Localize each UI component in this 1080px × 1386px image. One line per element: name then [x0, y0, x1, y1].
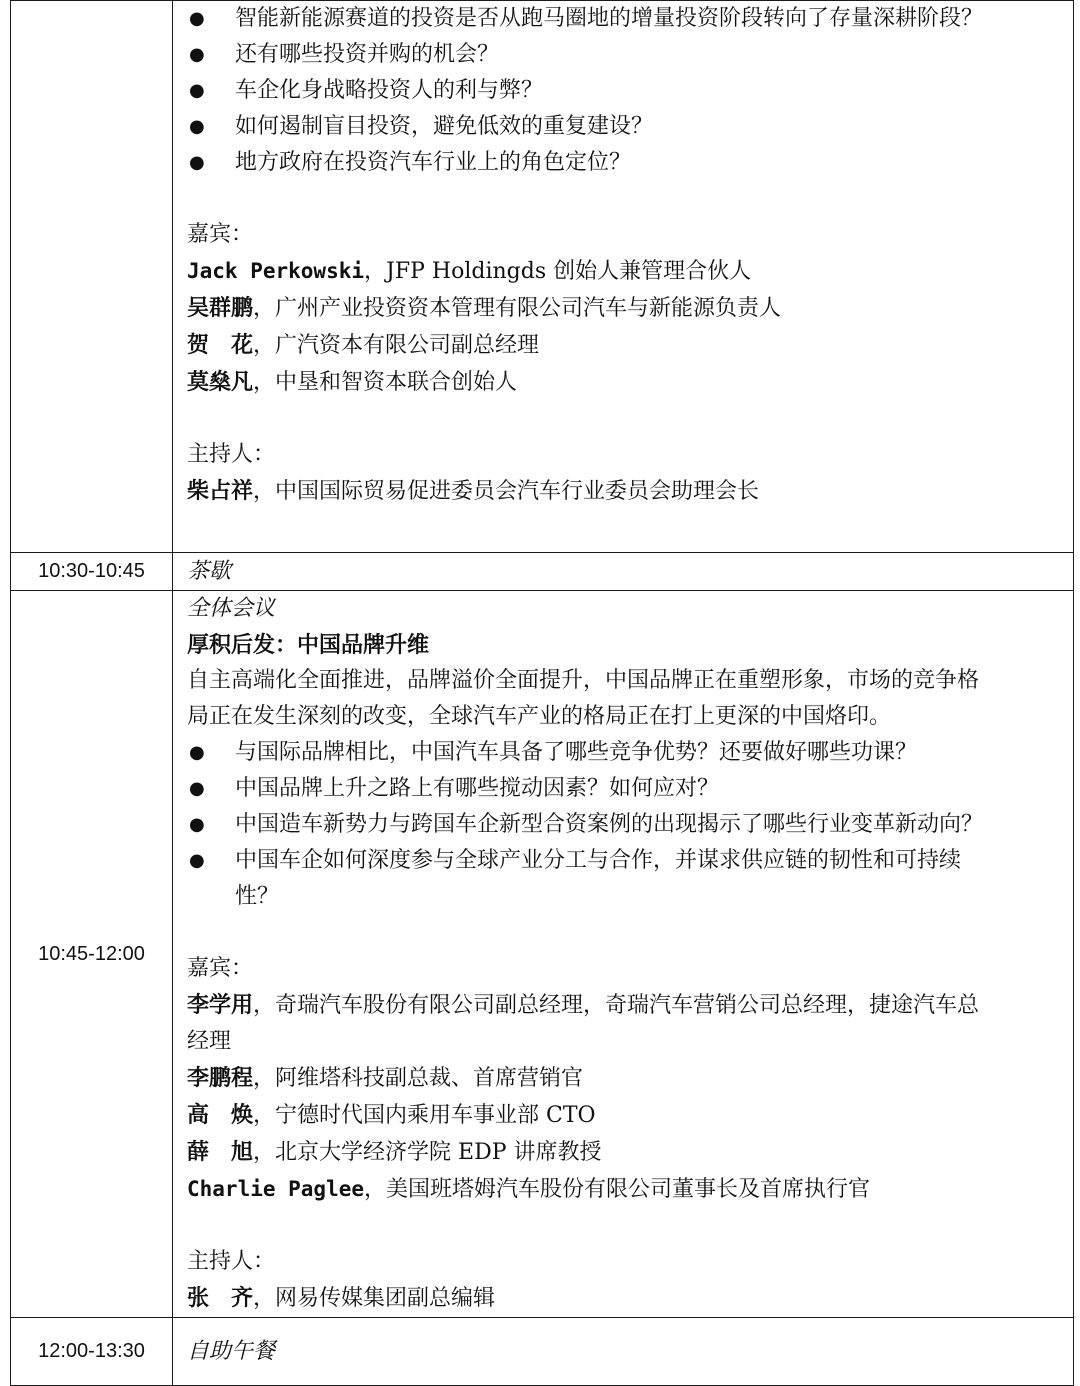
session-content — [173, 553, 1074, 591]
guest-entry — [187, 987, 1061, 1024]
guest-entry — [187, 327, 1061, 364]
session-content — [173, 1318, 1074, 1386]
time-cell: 10:30-10:45 — [11, 553, 173, 591]
bullet-text: 与国际品牌相比，中国汽车具备了哪些竞争优势？还要做好哪些功课？ — [235, 740, 918, 765]
guest-name: 李学用 — [187, 992, 254, 1018]
session-content — [173, 1, 1074, 553]
bullet-icon: ● — [189, 814, 205, 835]
bullet-text-line: 中国车企如何深度参与全球产业分工与合作，并谋求供应链的韧性和可持续 — [235, 848, 962, 873]
session-type: 全体会议 — [187, 596, 276, 621]
session-intro-line: 自主高端化全面推进，品牌溢价全面提升，中国品牌正在重塑形象，市场的竞争格 — [187, 668, 980, 693]
guest-name: 高 焕 — [187, 1102, 254, 1128]
guest-name: 贺 花 — [187, 332, 254, 358]
host-entry — [187, 473, 1061, 510]
bullet-icon: ● — [189, 742, 205, 763]
guest-title: ，美国班塔姆汽车股份有限公司董事长及首席执行官 — [364, 1177, 871, 1202]
bullet-text: 智能新能源赛道的投资是否从跑马圈地的增量投资阶段转向了存量深耕阶段？ — [235, 6, 984, 31]
bullet-icon: ● — [189, 8, 205, 29]
list-item — [187, 1, 1061, 37]
guests-label: 嘉宾： — [187, 222, 254, 247]
bullet-text: 中国造车新势力与跨国车企新型合资案例的出现揭示了哪些行业变革新动向？ — [235, 812, 984, 837]
host-name: 柴占祥 — [187, 478, 254, 504]
list-item — [187, 735, 1061, 771]
guest-name: 吴群鹏 — [187, 295, 254, 321]
guest-name: Charlie Paglee — [187, 1177, 365, 1201]
guest-entry — [187, 1060, 1061, 1097]
guest-entry — [187, 253, 1061, 290]
guest-name: 薛 旭 — [187, 1139, 254, 1165]
bullet-text: 中国品牌上升之路上有哪些搅动因素？如何应对？ — [235, 776, 720, 801]
guest-title: ，宁德时代国内乘用车事业部 CTO — [253, 1103, 596, 1128]
guests-label: 嘉宾： — [187, 956, 254, 981]
bullet-text-line: 性？ — [235, 884, 280, 909]
session-intro-line: 局正在发生深刻的改变，全球汽车产业的格局正在打上更深的中国烙印。 — [187, 704, 892, 729]
session-title: 厚积后发：中国品牌升维 — [187, 632, 430, 658]
agenda-row-investment — [11, 1, 1074, 553]
guest-name: 莫燊凡 — [187, 369, 254, 395]
list-item — [187, 145, 1061, 181]
guest-entry — [187, 364, 1061, 401]
bullet-icon: ● — [189, 44, 205, 65]
host-label: 主持人： — [187, 1249, 276, 1274]
bullet-text: 还有哪些投资并购的机会？ — [235, 42, 500, 67]
host-entry — [187, 1280, 1061, 1317]
guest-entry — [187, 1134, 1061, 1171]
time-cell: 12:00-13:30 — [11, 1318, 173, 1386]
host-title: ，中国国际贸易促进委员会汽车行业委员会助理会长 — [253, 479, 760, 504]
agenda-row-lunch — [11, 1318, 1074, 1386]
list-item — [187, 807, 1061, 843]
host-label: 主持人： — [187, 442, 276, 467]
lunch-label: 自助午餐 — [187, 1338, 276, 1364]
guest-entry — [187, 1171, 1061, 1208]
guest-title-cont: 经理 — [187, 1029, 232, 1054]
bullet-text: 地方政府在投资汽车行业上的角色定位？ — [235, 150, 632, 175]
bullet-text: 如何遏制盲目投资，避免低效的重复建设？ — [235, 114, 654, 139]
guest-entry — [187, 290, 1061, 327]
list-item — [187, 37, 1061, 73]
guest-name: 李鹏程 — [187, 1065, 254, 1091]
bullet-text: 车企化身战略投资人的利与弊？ — [235, 78, 544, 103]
guest-title: ，广州产业投资资本管理有限公司汽车与新能源负责人 — [253, 296, 782, 321]
host-name: 张 齐 — [187, 1285, 254, 1311]
bullet-icon: ● — [189, 152, 205, 173]
bullet-text — [235, 843, 1061, 915]
guest-title: ，中垦和智资本联合创始人 — [253, 370, 518, 395]
agenda-row-plenary — [11, 591, 1074, 1318]
bullet-icon: ● — [189, 80, 205, 101]
guest-title: ，奇瑞汽车股份有限公司副总经理，奇瑞汽车营销公司总经理，捷途汽车总 — [253, 993, 980, 1018]
bullet-icon: ● — [189, 850, 205, 871]
guest-name: Jack Perkowski — [187, 259, 365, 283]
list-item — [187, 843, 1061, 915]
host-title: ，网易传媒集团副总编辑 — [253, 1286, 496, 1311]
agenda-row-break — [11, 553, 1074, 591]
list-item — [187, 73, 1061, 109]
bullet-icon: ● — [189, 116, 205, 137]
list-item — [187, 771, 1061, 807]
list-item — [187, 109, 1061, 145]
time-cell — [11, 1, 173, 553]
guest-title: ，阿维塔科技副总裁、首席营销官 — [253, 1066, 584, 1091]
guest-title: ，北京大学经济学院 EDP 讲席教授 — [253, 1140, 602, 1165]
agenda-table — [10, 0, 1074, 1386]
guest-title: ，广汽资本有限公司副总经理 — [253, 333, 540, 358]
guest-entry — [187, 1097, 1061, 1134]
time-cell: 10:45-12:00 — [11, 591, 173, 1318]
bullet-icon: ● — [189, 778, 205, 799]
guest-title: ，JFP Holdingds 创始人兼管理合伙人 — [364, 259, 752, 284]
session-content — [173, 591, 1074, 1318]
break-label: 茶歇 — [187, 558, 232, 584]
